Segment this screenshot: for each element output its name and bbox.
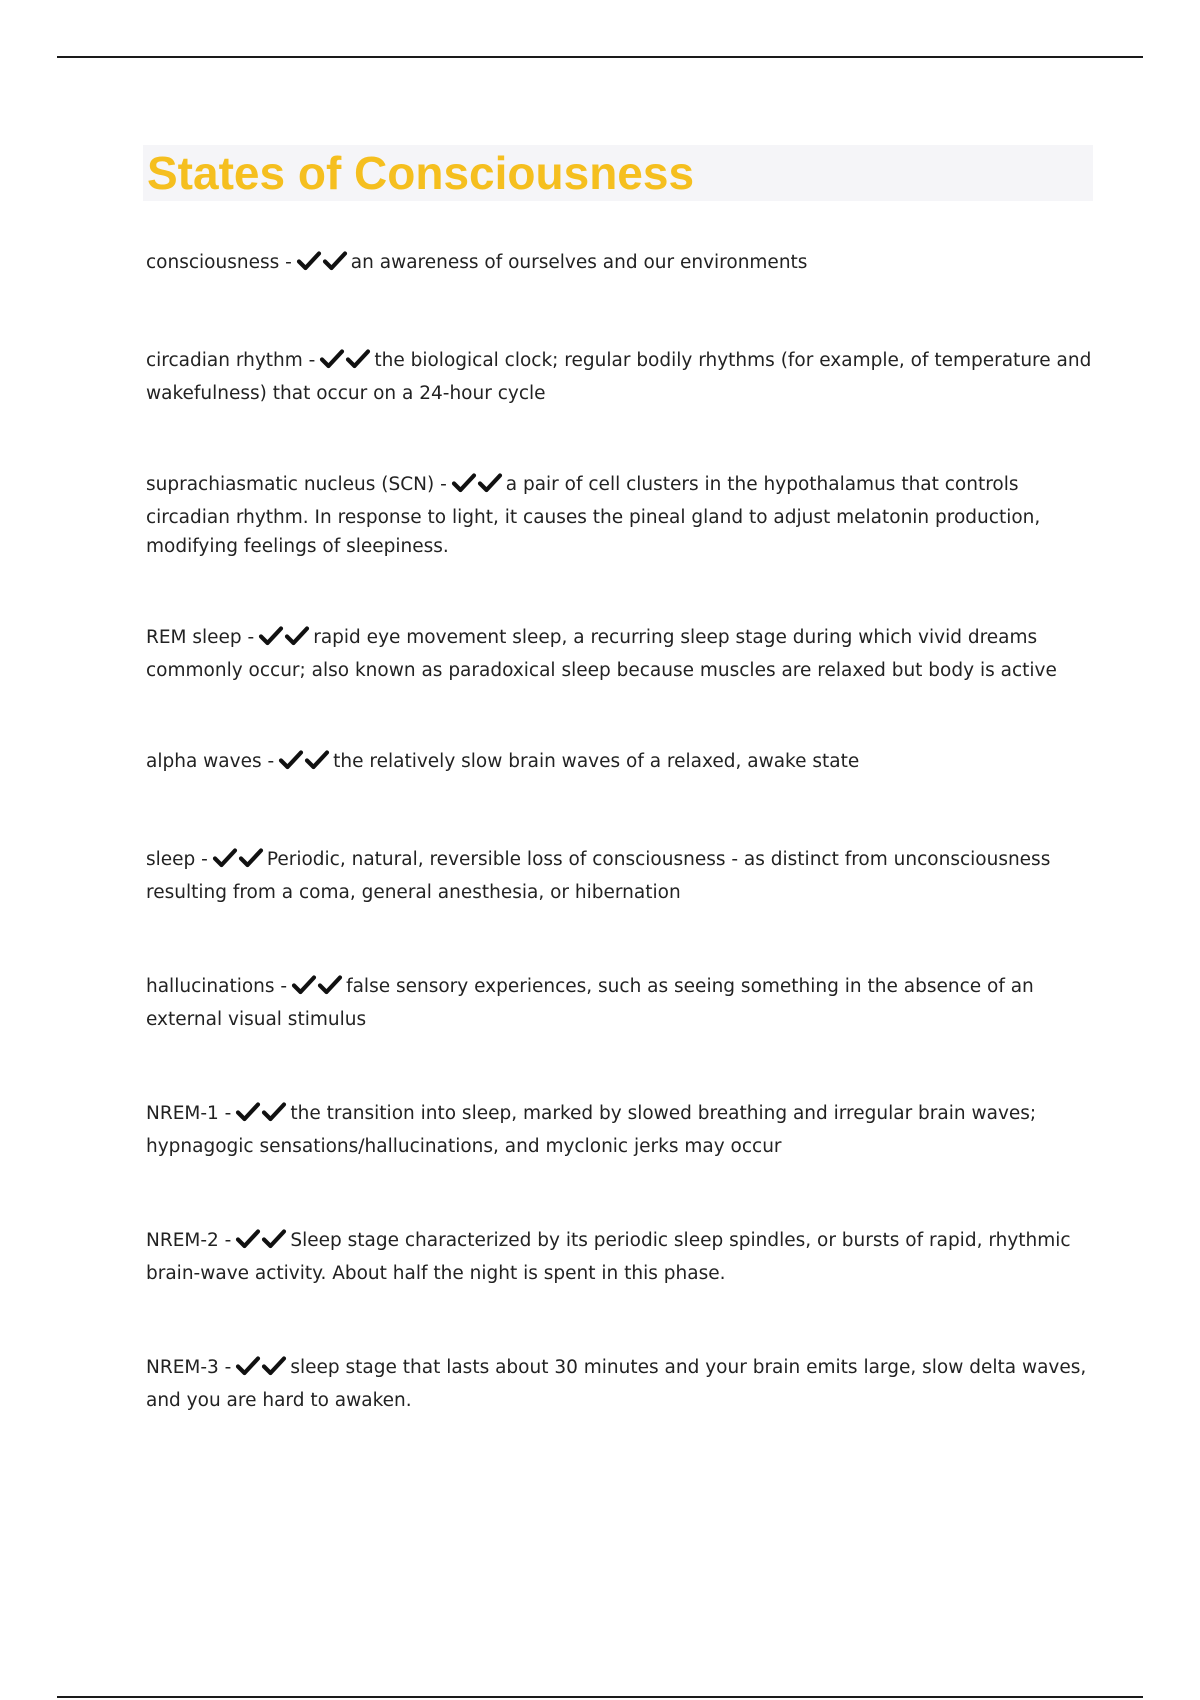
check-mark-icon xyxy=(304,749,330,771)
double-check-mark xyxy=(235,1101,287,1132)
entry-definition: sleep stage that lasts about 30 minutes and your brain emits large, slow delta waves, and you are hard to awaken. xyxy=(146,1357,1087,1411)
double-check-mark xyxy=(235,1355,287,1386)
glossary-entry xyxy=(146,346,1096,408)
double-check-mark xyxy=(258,625,310,656)
top-divider xyxy=(57,56,1143,58)
double-check-mark xyxy=(235,1228,287,1259)
double-check-mark xyxy=(291,974,343,1005)
glossary-entry xyxy=(146,972,1096,1034)
entry-term: suprachiasmatic nucleus (SCN) - xyxy=(146,474,447,495)
glossary-entry xyxy=(146,1099,1096,1161)
check-mark-icon xyxy=(296,250,322,272)
entry-definition: an awareness of ourselves and our environments xyxy=(350,252,808,273)
check-mark-icon xyxy=(261,1355,287,1377)
glossary-list xyxy=(146,248,1096,1415)
entry-term: sleep - xyxy=(146,849,208,870)
entry-term: REM sleep - xyxy=(146,627,255,648)
check-mark-icon xyxy=(477,472,503,494)
check-mark-icon xyxy=(345,348,371,370)
entry-term: NREM-2 - xyxy=(146,1230,232,1251)
bottom-divider xyxy=(57,1696,1143,1698)
entry-definition: the relatively slow brain waves of a relaxed, awake state xyxy=(333,751,860,772)
page-title: States of Consciousness xyxy=(147,147,695,199)
double-check-mark xyxy=(278,749,330,780)
check-mark-icon xyxy=(322,250,348,272)
check-mark-icon xyxy=(317,974,343,996)
check-mark-icon xyxy=(258,625,284,647)
check-mark-icon xyxy=(238,847,264,869)
check-mark-icon xyxy=(451,472,477,494)
entry-definition: a pair of cell clusters in the hypothalamus that controls circadian rhythm. In response to light, it causes the pineal gland to adjust melatonin production, modifying feelings of sleepiness. xyxy=(146,474,1041,557)
glossary-entry xyxy=(146,248,1096,281)
check-mark-icon xyxy=(235,1228,261,1250)
entry-term: circadian rhythm - xyxy=(146,350,316,371)
check-mark-icon xyxy=(235,1355,261,1377)
entry-term: alpha waves - xyxy=(146,751,275,772)
check-mark-icon xyxy=(284,625,310,647)
double-check-mark xyxy=(319,348,371,379)
entry-definition: rapid eye movement sleep, a recurring sleep stage during which vivid dreams commonly occur; also known as paradoxical sleep because muscles are relaxed but body is active xyxy=(146,627,1057,681)
double-check-mark xyxy=(296,250,348,281)
glossary-entry xyxy=(146,1353,1096,1415)
entry-term: NREM-3 - xyxy=(146,1357,232,1378)
glossary-entry xyxy=(146,470,1096,561)
glossary-entry xyxy=(146,845,1096,907)
entry-definition: false sensory experiences, such as seeing something in the absence of an external visual stimulus xyxy=(146,976,1034,1030)
glossary-entry xyxy=(146,623,1096,685)
entry-term: NREM-1 - xyxy=(146,1103,232,1124)
double-check-mark xyxy=(212,847,264,878)
check-mark-icon xyxy=(291,974,317,996)
check-mark-icon xyxy=(319,348,345,370)
glossary-entry xyxy=(146,1226,1096,1288)
entry-term: consciousness - xyxy=(146,252,292,273)
check-mark-icon xyxy=(261,1101,287,1123)
glossary-entry xyxy=(146,747,1096,780)
entry-definition: Periodic, natural, reversible loss of consciousness - as distinct from unconsciousness resulting from a coma, general anesthesia, or hibernation xyxy=(146,849,1051,903)
entry-term: hallucinations - xyxy=(146,976,288,997)
check-mark-icon xyxy=(235,1101,261,1123)
entry-definition: the transition into sleep, marked by slowed breathing and irregular brain waves; hypnagogic sensations/hallucinations, and myclonic jerks may occur xyxy=(146,1103,1037,1157)
check-mark-icon xyxy=(261,1228,287,1250)
double-check-mark xyxy=(451,472,503,503)
entry-definition: the biological clock; regular bodily rhythms (for example, of temperature and wakefulness) that occur on a 24-hour cycle xyxy=(146,350,1092,404)
check-mark-icon xyxy=(212,847,238,869)
check-mark-icon xyxy=(278,749,304,771)
entry-definition: Sleep stage characterized by its periodic sleep spindles, or bursts of rapid, rhythmic brain-wave activity. About half the night is spent in this phase. xyxy=(146,1230,1071,1284)
